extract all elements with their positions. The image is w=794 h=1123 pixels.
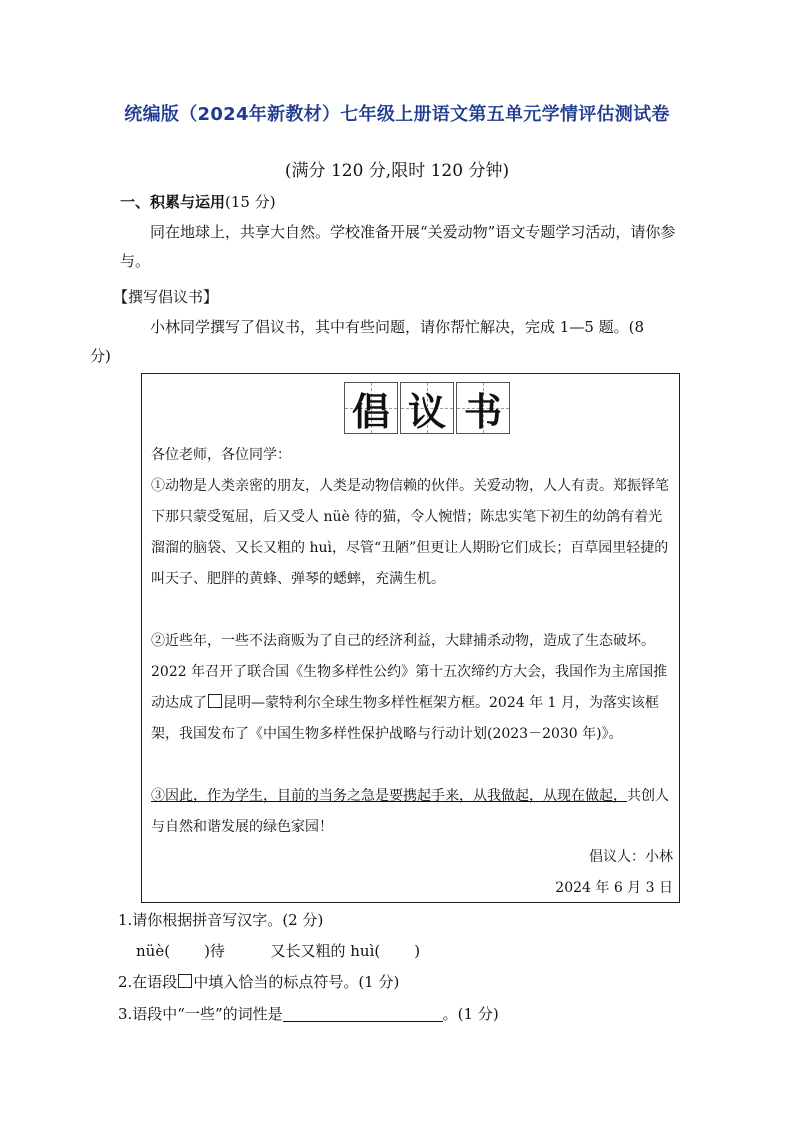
task-desc-line1: 小林同学撰写了倡议书，其中有些问题，请你帮忙解决，完成 1—5 题。(8 <box>150 318 645 336</box>
section-score: (15 分) <box>225 193 276 211</box>
section-intro: 同在地球上，共享大自然。学校准备开展“关爱动物”语文专题学习活动，请你参与。 <box>120 223 676 270</box>
question-1-answers: nüè( )待 又长又粗的 huì( ) <box>136 942 421 960</box>
underlined-sentence: ③因此，作为学生，目前的当务之急是要携起手来，从我做起，从现在做起， <box>151 788 627 804</box>
section-heading-text: 一、积累与运用 <box>120 193 226 211</box>
blank-square <box>208 694 222 708</box>
letter-date: 2024 年 6 月 3 日 <box>555 880 673 896</box>
question-3: 3.语段中“一些”的词性是 。(1 分) <box>118 1005 499 1023</box>
letter-paragraph-1: ①动物是人类亲密的朋友，人类是动物信赖的伙伴。关爱动物，人人有责。郑振铎笔下那只蒙受冤屈，后又受人 nüè 待的猫，令人惋惜；陈忠实笔下初生的幼鸽有着光溜溜的脑袋、又长又粗的 huì，尽管“丑陋”但更让人期盼它们成长；百草园里轻捷的叫天子、肥胖的黄蜂、弹琴的蟋蟀，充满生机。 <box>151 478 669 587</box>
letter-greeting: 各位老师，各位同学： <box>151 447 291 463</box>
letter-paragraph-2: ②近些年，一些不法商贩为了自己的经济利益，大肆捕杀动物，造成了生态破坏。2022 年召开了联合国《生物多样性公约》第十五次缔约方大会，我国作为主席国推动达成了 昆明—蒙特利尔全球生物多样性框架方框。2024 年 1 月，为落实该框架，我国发布了《中国生物多样性保护战略与行动计划(2023－2030 年)》。 <box>151 633 668 742</box>
task-label: 【撰写倡议书】 <box>113 288 219 306</box>
letter-signer: 倡议人：小林 <box>589 849 673 865</box>
section-heading <box>120 188 680 217</box>
banner-char-3: 书 <box>456 382 510 434</box>
answer-blank[interactable] <box>283 1005 443 1022</box>
proposal-letter-box <box>141 373 680 903</box>
banner-char-2: 议 <box>400 382 454 434</box>
question-1: 1.请你根据拼音写汉字。(2 分) <box>118 911 324 929</box>
page-subtitle: (满分 120 分,限时 120 分钟) <box>284 161 510 181</box>
banner-char-1: 倡 <box>344 382 398 434</box>
page-title: 统编版（2024年新教材）七年级上册语文第五单元学情评估测试卷 <box>124 104 670 125</box>
blank-square-ref <box>178 974 192 988</box>
letter-banner <box>344 382 512 434</box>
letter-paragraph-3: ③因此，作为学生，目前的当务之急是要携起手来，从我做起，从现在做起，共创人与自然和谐发展的绿色家园！ <box>151 788 669 835</box>
question-2: 2.在语段 中填入恰当的标点符号。(1 分) <box>118 973 400 991</box>
task-desc-line2: 分) <box>90 347 111 365</box>
task-description <box>90 313 680 371</box>
